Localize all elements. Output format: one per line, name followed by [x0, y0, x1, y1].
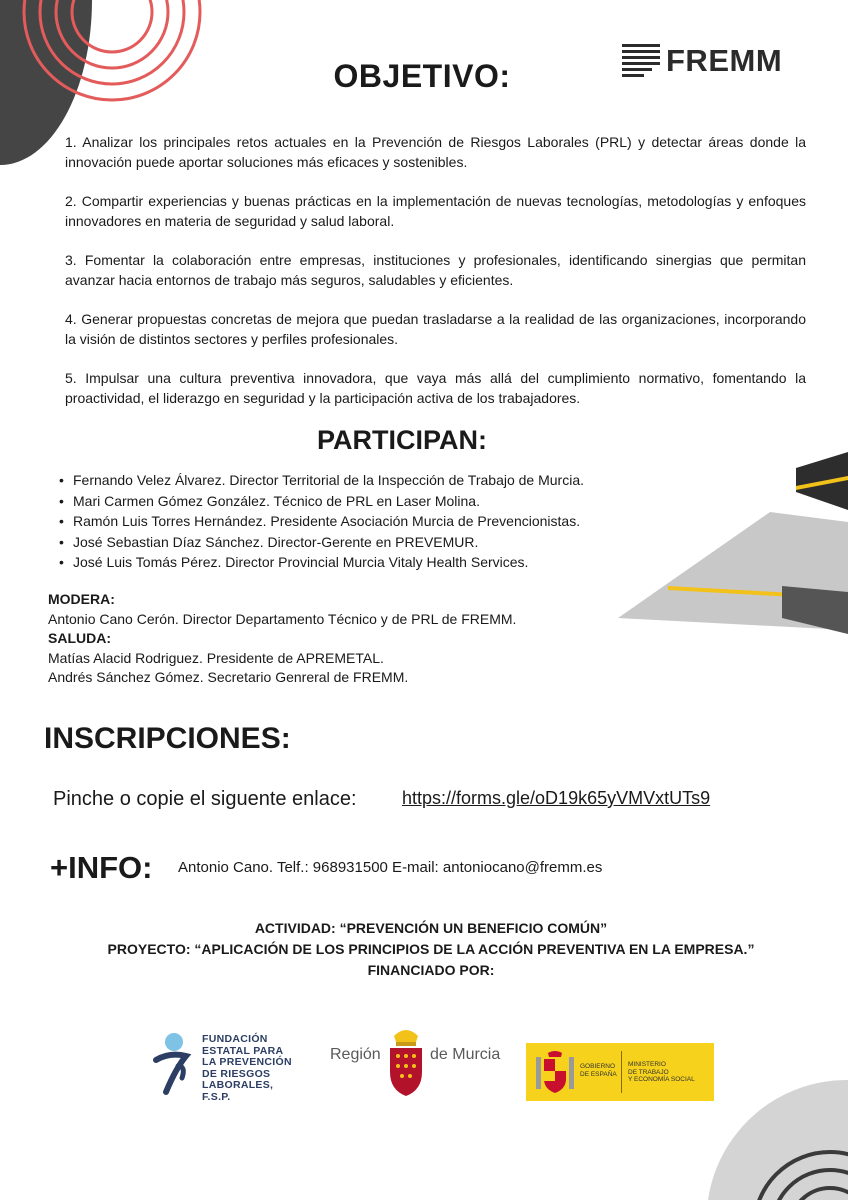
- participant-item: • José Luis Tomás Pérez. Director Provincial Murcia Vitaly Health Services.: [59, 552, 584, 573]
- fsp-line: LA PREVENCIÓN: [202, 1056, 292, 1068]
- saluda-text: Matías Alacid Rodriguez. Presidente de APREMETAL.: [48, 649, 384, 666]
- footer-block: [0, 918, 848, 981]
- participant-item: • José Sebastian Díaz Sánchez. Director-Gerente en PREVEMUR.: [59, 532, 584, 553]
- page-title-text: OBJETIVO:: [333, 58, 511, 94]
- gob-right-line: MINISTERIO: [628, 1061, 666, 1068]
- objective-item: 5. Impulsar una cultura preventiva innovadora, que vaya más allá del cumplimiento normativo, fomentando la proactividad, el liderazgo en seguridad y la participación activa de los trabajadores.: [65, 370, 806, 406]
- fsp-logo-text: [202, 1034, 302, 1103]
- fsp-line: LABORALES, F.S.P.: [202, 1079, 274, 1103]
- gob-right-line: DE TRABAJO: [628, 1068, 669, 1076]
- roles-section: [48, 590, 516, 688]
- info-contact: Antonio Cano. Telf.: 968931500 E-mail: antoniocano@fremm.es: [178, 859, 603, 876]
- footer-funded: FINANCIADO POR:: [367, 962, 495, 978]
- gob-left-text: [580, 1063, 617, 1078]
- gob-right-line: Y ECONOMÍA SOCIAL: [628, 1076, 695, 1083]
- decorative-road-shapes: [610, 440, 848, 660]
- participant-item: • Ramón Luis Torres Hernández. Presidente Asociación Murcia de Prevencionistas.: [59, 511, 584, 532]
- fremm-stripes-icon: [622, 44, 662, 78]
- registration-label: Pinche o copie el siguente enlace:: [53, 788, 357, 810]
- participant-item: • Fernando Velez Álvarez. Director Territorial de la Inspección de Trabajo de Murcia.: [59, 470, 584, 491]
- gob-left-line: DE ESPAÑA: [580, 1070, 617, 1078]
- participants-list: [59, 470, 584, 573]
- modera-text: Antonio Cano Cerón. Director Departamento Técnico y de PRL de FREMM.: [48, 610, 517, 627]
- fsp-line: DE RIESGOS: [202, 1067, 271, 1080]
- spain-coat-of-arms-icon: [534, 1049, 576, 1095]
- objective-item: 2. Compartir experiencias y buenas prácticas en la implementación de nuevas tecnologías, metodologías y enfoques innovadores en materia de seguridad y salud laboral.: [65, 193, 806, 229]
- region-murcia-logo: [330, 1022, 510, 1098]
- footer-activity: ACTIVIDAD: “PREVENCIÓN UN BENEFICIO COMÚN”: [254, 920, 608, 936]
- murcia-coat-of-arms-icon: [386, 1022, 426, 1098]
- gob-right-text: [628, 1061, 695, 1084]
- modera-label: MODERA:: [48, 591, 115, 607]
- participants-heading: PARTICIPAN:: [317, 425, 487, 455]
- info-heading: +INFO:: [50, 850, 153, 885]
- footer-project: PROYECTO: “APLICACIÓN DE LOS PRINCIPIOS DE LA ACCIÓN PREVENTIVA EN LA EMPRESA.”: [107, 941, 755, 957]
- murcia-right-text: de Murcia: [430, 1046, 501, 1063]
- objectives-list: [65, 132, 806, 427]
- fremm-logo-text: FREMM: [666, 43, 783, 78]
- fsp-logo: [152, 1032, 302, 1103]
- fsp-line: FUNDACIÓN: [202, 1033, 268, 1045]
- gobierno-espana-logo: [526, 1043, 714, 1101]
- registration-link[interactable]: https://forms.gle/oD19k65yVMVxtUTs9: [402, 788, 711, 808]
- decorative-arcs-bottom-right: [700, 1080, 848, 1200]
- fsp-figure-icon: [152, 1032, 198, 1096]
- saluda-text: Andrés Sánchez Gómez. Secretario Genreral de FREMM.: [48, 669, 409, 685]
- objective-item: 3. Fomentar la colaboración entre empresas, instituciones y profesionales, identificando sinergias que permitan avanzar hacia entornos de trabajo más seguros, saludables y eficientes.: [65, 252, 806, 288]
- fremm-logo: [622, 42, 798, 82]
- objective-item: 1. Analizar los principales retos actuales en la Prevención de Riesgos Laborales (PRL) y detectar áreas donde la innovación puede aportar soluciones más eficaces y sostenibles.: [65, 134, 806, 170]
- participant-item: • Mari Carmen Gómez González. Técnico de PRL en Laser Molina.: [59, 491, 584, 512]
- fsp-line: ESTATAL PARA: [202, 1044, 284, 1057]
- objective-item: 4. Generar propuestas concretas de mejora que puedan trasladarse a la realidad de las organizaciones, incorporando la visión de distintos sectores y perfiles profesionales.: [65, 311, 806, 347]
- murcia-left-text: Región: [330, 1046, 381, 1063]
- gob-divider: [621, 1051, 622, 1093]
- registration-heading: INSCRIPCIONES:: [44, 722, 291, 755]
- saluda-label: SALUDA:: [48, 630, 111, 646]
- gob-left-line: GOBIERNO: [580, 1063, 616, 1070]
